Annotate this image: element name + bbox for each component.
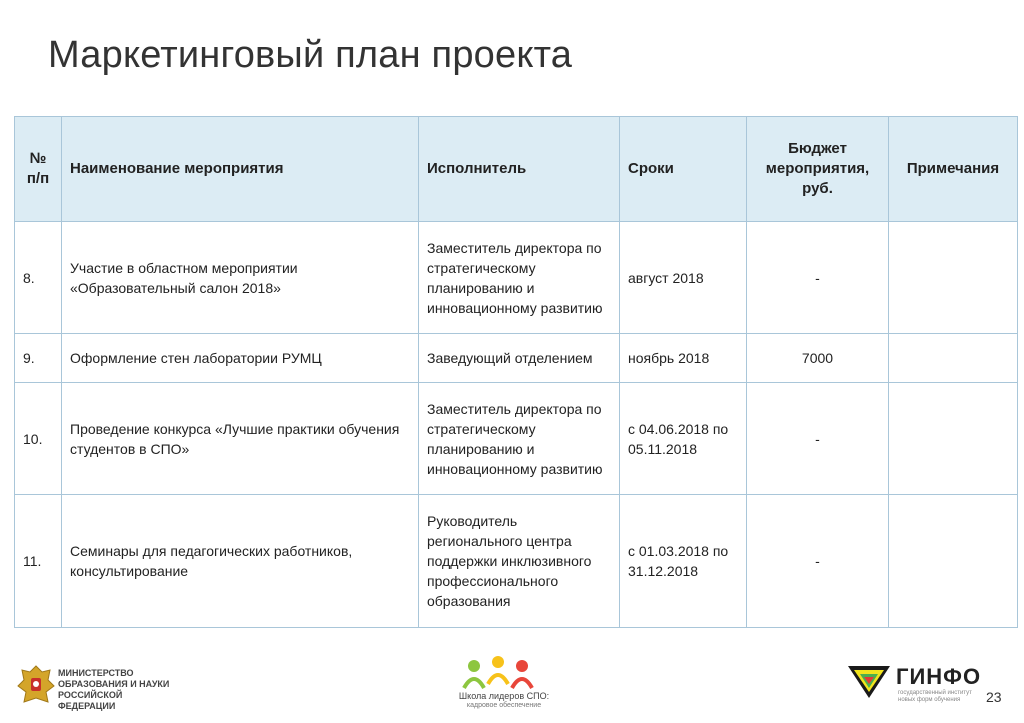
- row-dates: с 04.06.2018 по 05.11.2018: [620, 383, 747, 495]
- row-executor: Заведующий отделением: [419, 334, 620, 383]
- school-leaders-name: Школа лидеров СПО:: [458, 691, 550, 701]
- russian-emblem-icon: [16, 662, 56, 710]
- row-num: 9.: [15, 334, 62, 383]
- table-row: [15, 222, 1018, 334]
- row-name: Проведение конкурса «Лучшие практики обучения студентов в СПО»: [62, 383, 419, 495]
- row-notes: [889, 334, 1018, 383]
- table-row: [15, 334, 1018, 383]
- header-num: № п/п: [15, 117, 62, 222]
- row-num: 8.: [15, 222, 62, 334]
- row-budget: -: [747, 495, 889, 628]
- row-budget: 7000: [747, 334, 889, 383]
- header-executor: Исполнитель: [419, 117, 620, 222]
- row-notes: [889, 383, 1018, 495]
- header-notes: Примечания: [889, 117, 1018, 222]
- page-number: 23: [986, 689, 1002, 705]
- row-budget: -: [747, 383, 889, 495]
- table-header-row: [15, 117, 1018, 222]
- ginfo-logo-icon: [846, 662, 892, 700]
- ministry-name: МИНИСТЕРСТВО ОБРАЗОВАНИЯ И НАУКИ РОССИЙСКОЙ ФЕДЕРАЦИИ: [58, 668, 170, 711]
- row-dates: август 2018: [620, 222, 747, 334]
- row-executor: Заместитель директора по стратегическому планированию и инновационному развитию: [419, 222, 620, 334]
- slide-title: Маркетинговый план проекта: [48, 34, 573, 76]
- header-budget: Бюджет мероприятия, руб.: [747, 117, 889, 222]
- row-name: Семинары для педагогических работников, консультирование: [62, 495, 419, 628]
- row-notes: [889, 222, 1018, 334]
- row-num: 10.: [15, 383, 62, 495]
- table-row: [15, 495, 1018, 628]
- row-name: Оформление стен лаборатории РУМЦ: [62, 334, 419, 383]
- school-leaders-subtitle: кадровое обеспечение: [466, 702, 542, 709]
- header-name: Наименование мероприятия: [62, 117, 419, 222]
- school-leaders-logo-icon: [458, 654, 538, 694]
- header-dates: Сроки: [620, 117, 747, 222]
- row-budget: -: [747, 222, 889, 334]
- row-num: 11.: [15, 495, 62, 628]
- row-executor: Заместитель директора по стратегическому планированию и инновационному развитию: [419, 383, 620, 495]
- row-name: Участие в областном мероприятии «Образовательный салон 2018»: [62, 222, 419, 334]
- ginfo-subtitle: государственный институт новых форм обучения: [898, 690, 972, 703]
- row-dates: ноябрь 2018: [620, 334, 747, 383]
- marketing-plan-table: [14, 116, 1018, 628]
- ginfo-name: ГИНФО: [896, 664, 982, 689]
- row-executor: Руководитель регионального центра поддержки инклюзивного профессионального образования: [419, 495, 620, 628]
- row-dates: с 01.03.2018 по 31.12.2018: [620, 495, 747, 628]
- table-row: [15, 383, 1018, 495]
- row-notes: [889, 495, 1018, 628]
